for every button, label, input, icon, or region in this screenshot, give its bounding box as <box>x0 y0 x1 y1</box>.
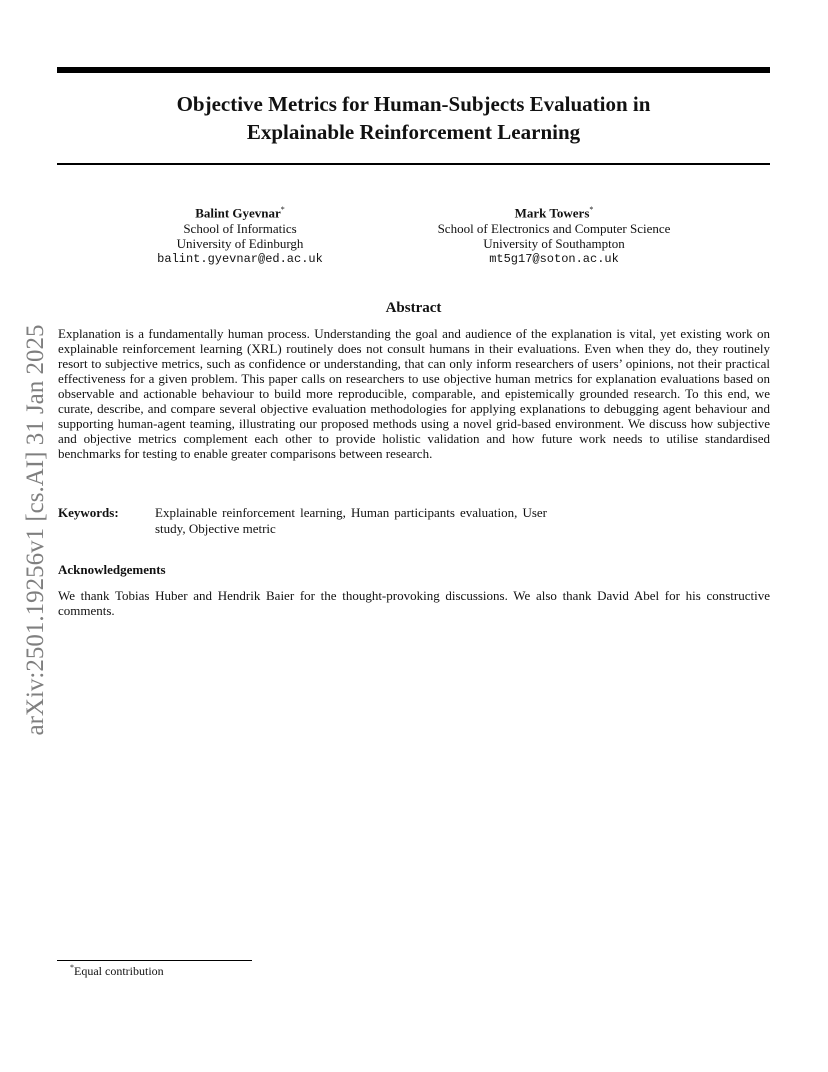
author-footnote-mark: * <box>589 205 594 214</box>
abstract-text: Explanation is a fundamentally human process. Understanding the goal and audience of the explanation is vital, yet existing work on explainable reinforcement learning (XRL) routinely does not consult humans in their evaluations. Even when they do, they routinely resort to subjective metrics, such as confidence or understanding, that can only inform researchers of users’ opinions, not their practical effectiveness for a given problem. This paper calls on researchers to use objective human metrics for explanation evaluations based on observable and actionable behaviour to build more reproducible, comparable, and epistemically grounded research. To this end, we curate, describe, and compare several objective evaluation methodologies for applying explanations to debugging agent behaviour and supporting human-agent teaming, illustrating our proposed methods using a novel grid-based environment. We discuss how subjective and objective metrics complement each other to provide holistic validation and how future work needs to utilise standardised benchmarks for testing to enable greater comparisons between research. <box>58 326 770 461</box>
footnote-mark: * <box>70 963 74 972</box>
title-line-1: Objective Metrics for Human-Subjects Evaluation in <box>176 92 651 116</box>
author-affiliation-univ: University of Edinburgh <box>176 236 304 252</box>
paper-title <box>57 90 770 146</box>
author-affiliation-dept: School of Electronics and Computer Science <box>437 220 671 236</box>
title-top-rule <box>57 67 770 73</box>
author-footnote-mark: * <box>280 205 285 214</box>
author-name: Balint Gyevnar* <box>195 205 285 221</box>
author-affiliation-univ: University of Southampton <box>483 236 625 252</box>
author-affiliation-dept: School of Informatics <box>183 220 297 236</box>
author-email[interactable]: mt5g17@soton.ac.uk <box>489 251 619 266</box>
keywords-text: Explainable reinforcement learning, Human participants evaluation, User study, Objective metric <box>155 505 547 536</box>
author-block-1 <box>140 202 340 267</box>
abstract-heading: Abstract <box>385 300 442 316</box>
keywords-label: Keywords: <box>58 505 119 520</box>
author-email[interactable]: balint.gyevnar@ed.ac.uk <box>157 251 323 266</box>
title-bottom-rule <box>57 163 770 165</box>
acknowledgements-text: We thank Tobias Huber and Hendrik Baier for the thought-provoking discussions. We also thank David Abel for his constructive comments. <box>58 588 770 618</box>
footnote-rule <box>57 960 252 961</box>
author-block-2 <box>415 202 693 267</box>
title-line-2: Explainable Reinforcement Learning <box>246 120 581 144</box>
author-name: Mark Towers* <box>514 205 594 221</box>
acknowledgements-heading: Acknowledgements <box>58 562 166 577</box>
arxiv-side-stamp: arXiv:2501.19256v1 [cs.AI] 31 Jan 2025 <box>22 324 49 736</box>
footnote-text: Equal contribution <box>74 964 164 978</box>
footnote <box>70 963 164 979</box>
